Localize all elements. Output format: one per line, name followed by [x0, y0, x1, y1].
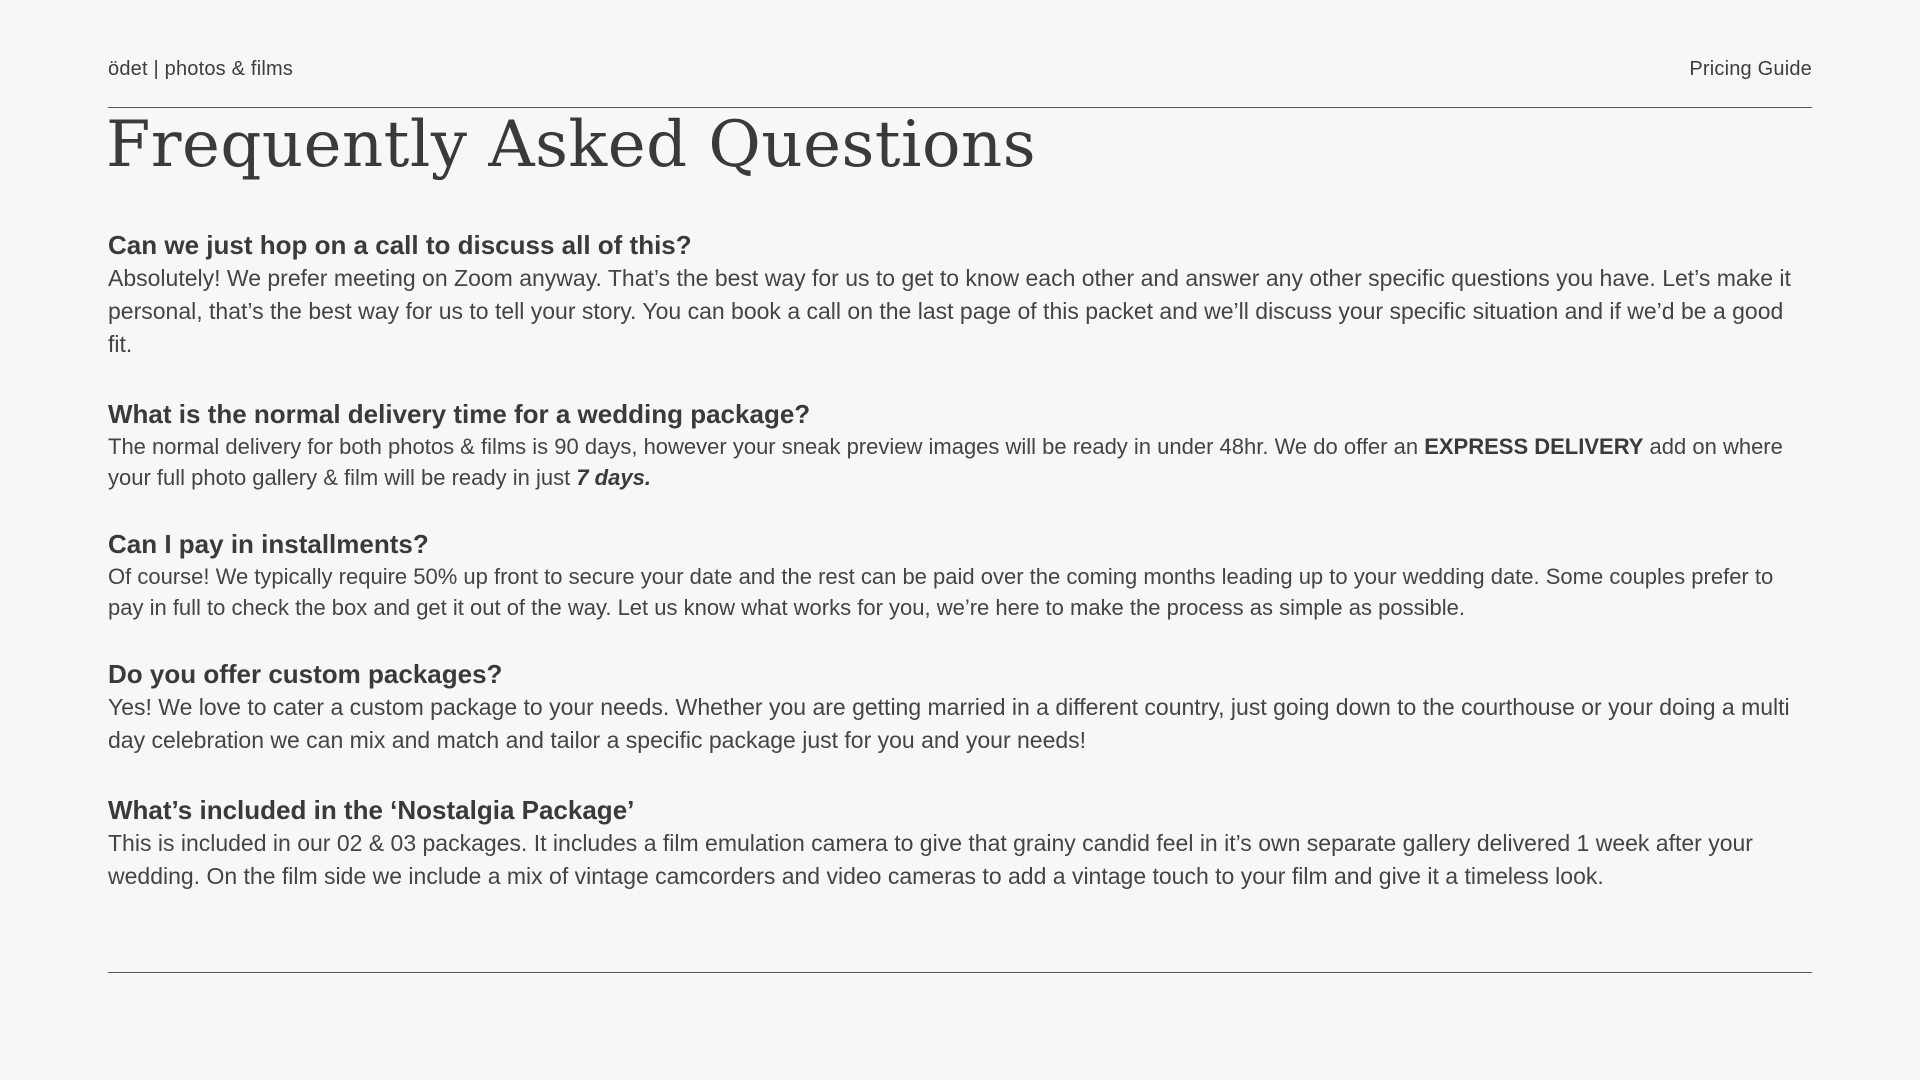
top-bar [108, 58, 1812, 81]
bottom-divider [108, 972, 1812, 973]
faq-question: What’s included in the ‘Nostalgia Package’ [108, 795, 635, 825]
faq-item-custom [108, 657, 1812, 757]
faq-question: Do you offer custom packages? [108, 659, 503, 689]
faq-answer: This is included in our 02 & 03 packages. It includes a film emulation camera to give that grainy candid feel in it’s own separate gallery delivered 1 week after your wedding. On the film side we include a mix of vintage camcorders and video cameras to add a vintage touch to your film and give it a timeless look. [108, 830, 1753, 889]
faq-answer [108, 431, 1812, 493]
express-delivery-highlight: EXPRESS DELIVERY [1424, 434, 1644, 459]
faq-answer: Yes! We love to cater a custom package to your needs. Whether you are getting married in a different country, just going down to the courthouse or your doing a multi day celebration we can mix and match and tailor a specific package just for you and your needs! [108, 694, 1790, 753]
pricing-guide-label: Pricing Guide [1689, 58, 1812, 80]
answer-text: The normal delivery for both photos & films is 90 days, however your sneak preview images will be ready in under 48hr. We do offer an [108, 434, 1425, 459]
faq-item-nostalgia [108, 793, 1812, 893]
faq-item-call [108, 228, 1812, 361]
seven-days-highlight: 7 days. [576, 465, 651, 490]
faq-question: Can we just hop on a call to discuss all of this? [108, 230, 692, 260]
faq-question: What is the normal delivery time for a wedding package? [108, 399, 811, 429]
faq-page [108, 0, 1812, 1080]
faq-answer: Absolutely! We prefer meeting on Zoom anyway. That’s the best way for us to get to know each other and answer any other specific questions you have. Let’s make it personal, that’s the best way for us to tell your story. You can book a call on the last page of this packet and we’ll discuss your specific situation and if we’d be a good fit. [108, 265, 1791, 357]
page-title: Frequently Asked Questions [106, 108, 1037, 182]
answer-text: add on where your full photo gallery & film will be ready in just [108, 434, 1783, 490]
faq-question: Can I pay in installments? [108, 529, 429, 559]
faq-item-installments [108, 527, 1812, 623]
faq-answer: Of course! We typically require 50% up front to secure your date and the rest can be paid over the coming months leading up to your wedding date. Some couples prefer to pay in full to check the box and get it out of the way. Let us know what works for you, we’re here to make the process as simple as possible. [108, 564, 1774, 620]
faq-item-delivery [108, 397, 1812, 493]
brand-name: ödet | photos & films [108, 58, 294, 80]
